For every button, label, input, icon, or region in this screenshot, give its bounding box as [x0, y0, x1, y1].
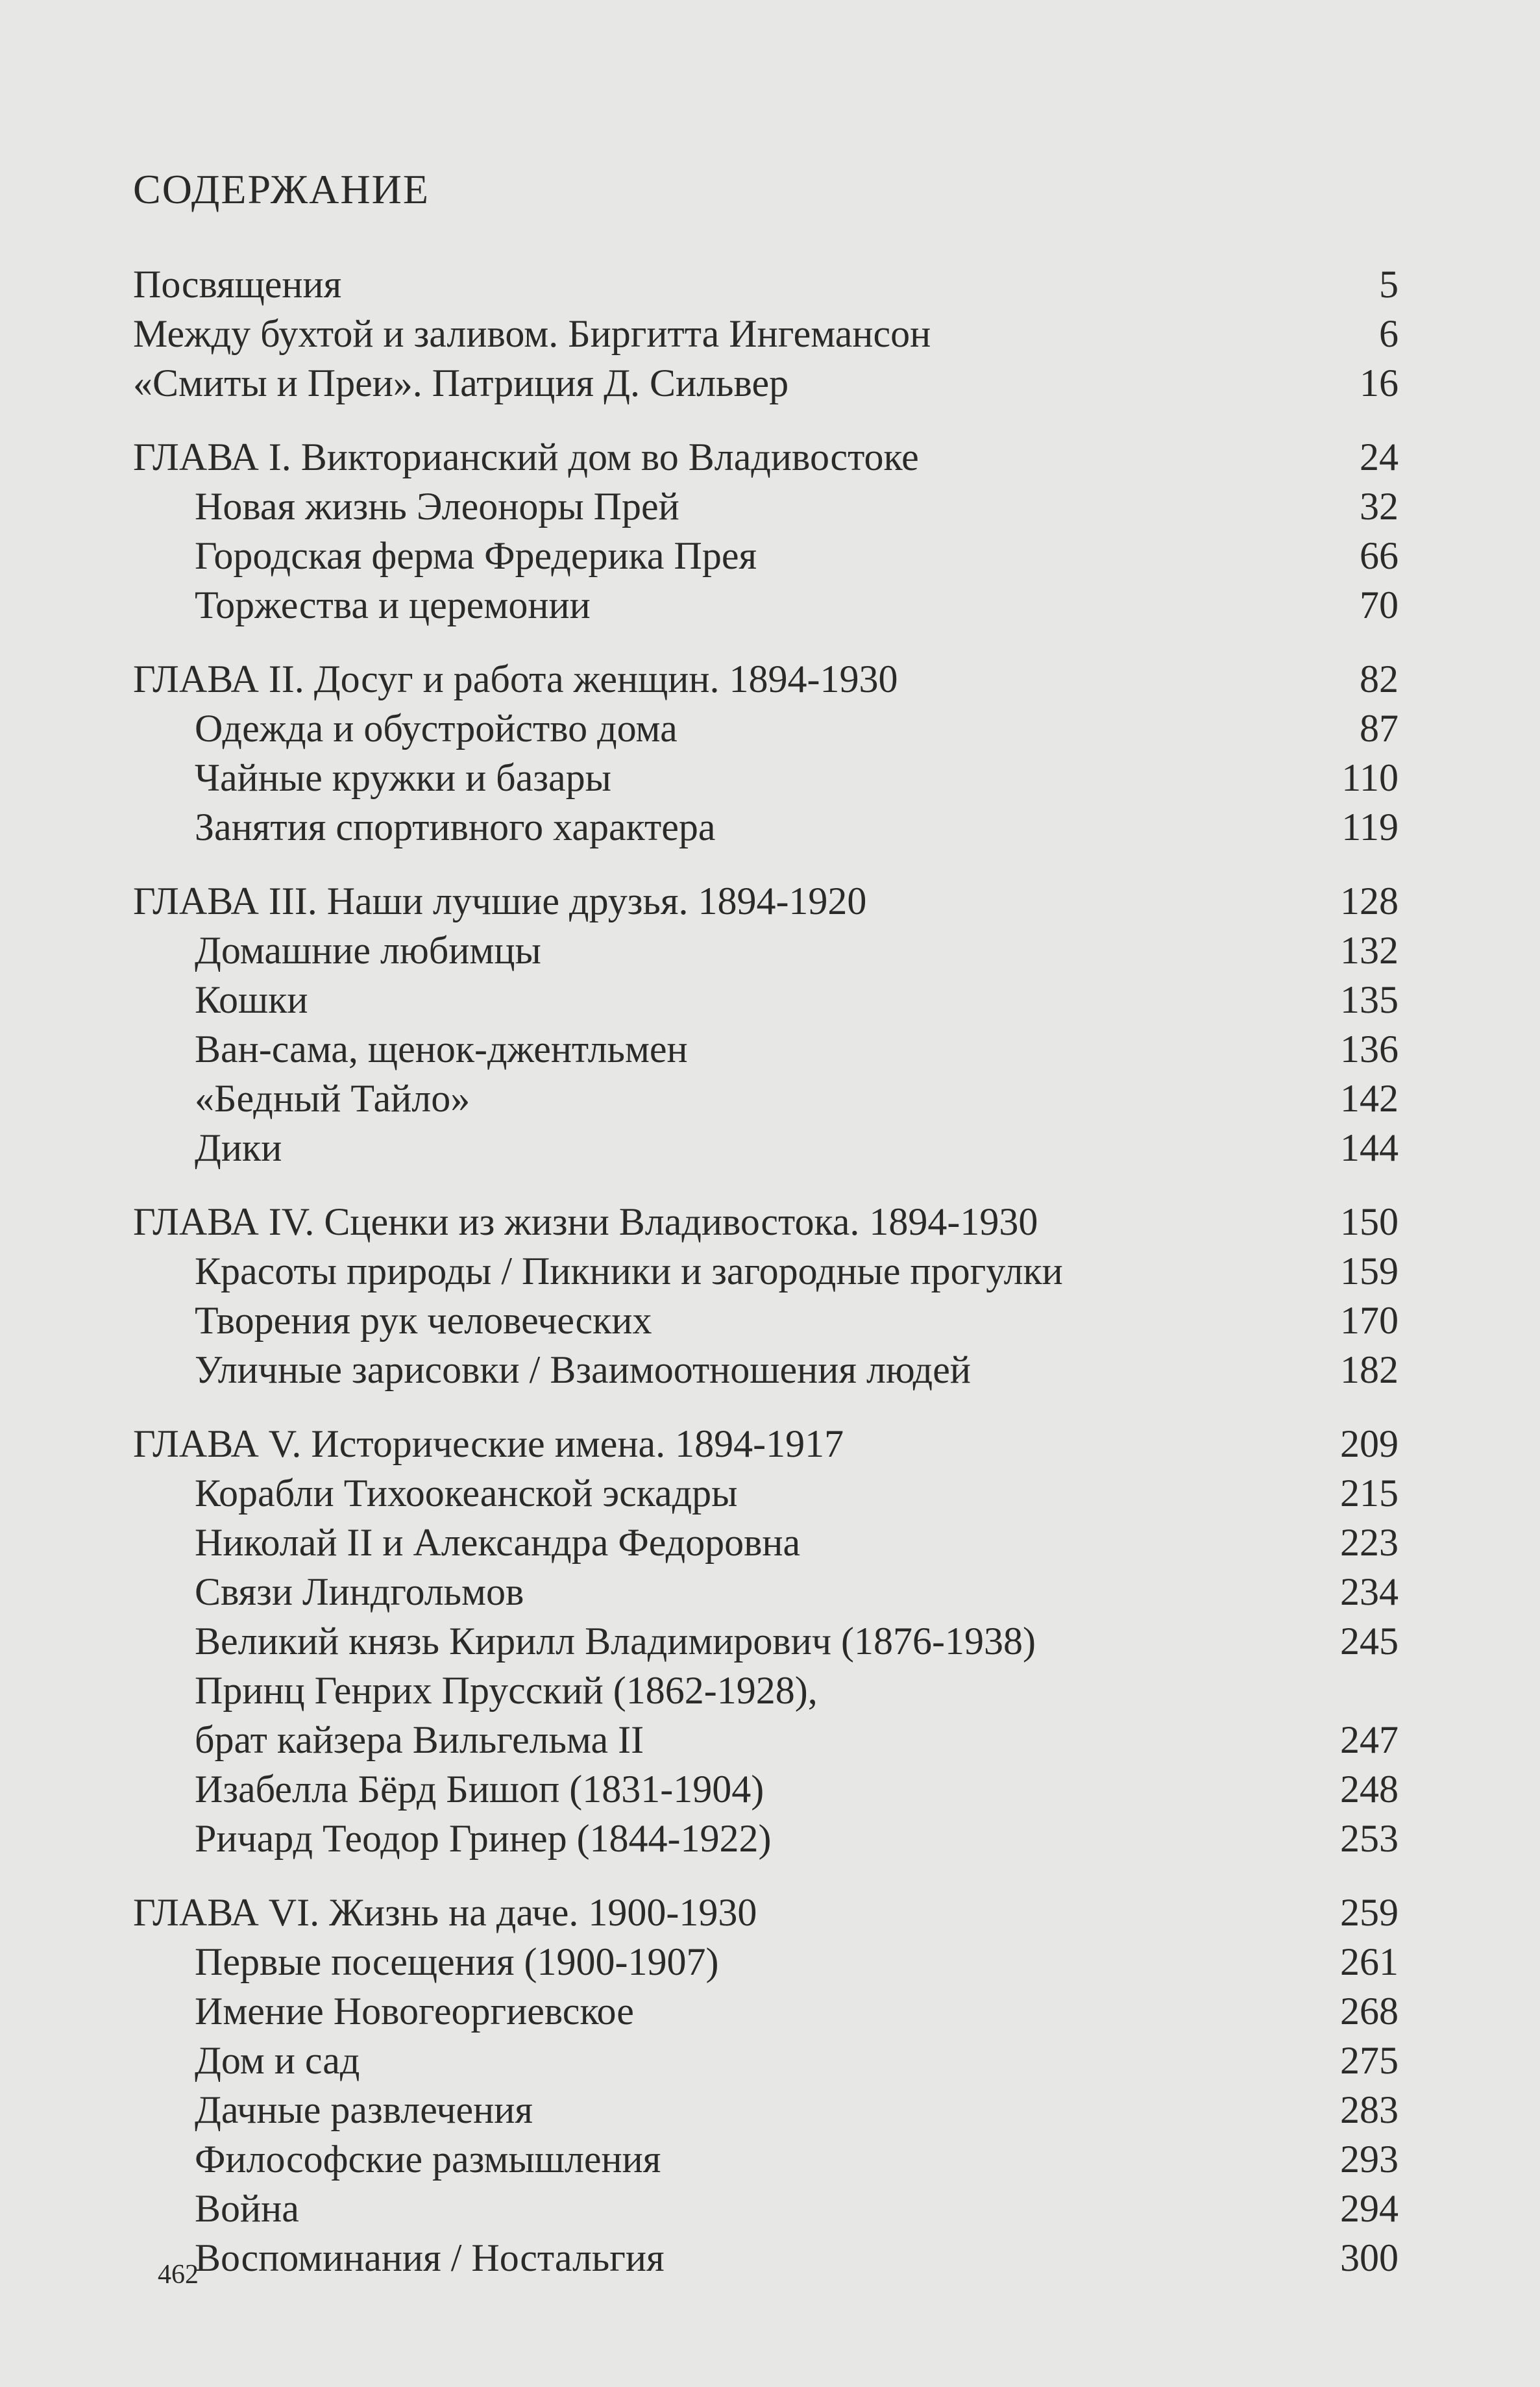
- toc-entry: [133, 2184, 1399, 2233]
- chapter-title: ГЛАВА I. Викторианский дом во Владивостоке: [133, 436, 919, 478]
- toc-entry-page: 87: [1360, 707, 1399, 750]
- toc-entry-label: Первые посещения (1900-1907): [195, 1940, 719, 1983]
- toc-entry-label: Занятия спортивного характера: [195, 806, 716, 848]
- toc-entry-page: 253: [1340, 1817, 1399, 1860]
- chapter-heading: [133, 654, 1399, 704]
- toc-entry-page: 245: [1340, 1620, 1399, 1663]
- toc-entry-label: Философские размышления: [195, 2138, 661, 2181]
- toc-entry-page: 215: [1340, 1472, 1399, 1515]
- toc-entry-page: 247: [1340, 1718, 1399, 1761]
- page-title: СОДЕРЖАНИЕ: [133, 166, 430, 212]
- toc-entry: [133, 753, 1399, 802]
- toc-entry-label: Связи Линдгольмов: [195, 1570, 524, 1613]
- toc-entry: [133, 2233, 1399, 2282]
- toc-entry: [133, 580, 1399, 630]
- chapter-page: 128: [1340, 880, 1399, 922]
- toc-entry-label: Война: [195, 2187, 299, 2230]
- toc-entry: [133, 1567, 1399, 1616]
- toc-entry: [133, 926, 1399, 975]
- toc-entry-label: брат кайзера Вильгельма II: [195, 1718, 644, 1761]
- toc-entry-label: Уличные зарисовки / Взаимоотношения людей: [195, 1348, 971, 1391]
- toc-entry-label: Великий князь Кирилл Владимирович (1876-1938): [195, 1620, 1036, 1663]
- toc-entry-label: Между бухтой и заливом. Биргитта Ингемансон: [133, 312, 931, 355]
- toc-entry-page: 119: [1341, 806, 1399, 848]
- toc-entry-label: Новая жизнь Элеоноры Прей: [195, 485, 679, 528]
- toc-entry-page: 6: [1379, 312, 1399, 355]
- page-number: 462: [158, 2260, 199, 2290]
- toc-entry: [133, 1764, 1399, 1814]
- toc-entry-label: Городская ферма Фредерика Прея: [195, 534, 757, 577]
- toc-entry-label: Воспоминания / Ностальгия: [195, 2236, 665, 2279]
- toc-entry-page: 32: [1360, 485, 1399, 528]
- toc-entry: [133, 1345, 1399, 1394]
- toc-entry-label: «Смиты и Преи». Патриция Д. Сильвер: [133, 362, 789, 404]
- toc-entry: [133, 1616, 1399, 1666]
- toc-chapter-4: [133, 1197, 1399, 1394]
- toc-entry: [133, 704, 1399, 753]
- toc-entry: [133, 1296, 1399, 1345]
- toc-entry-label: Николай II и Александра Федоровна: [195, 1521, 801, 1564]
- toc-entry: [133, 1074, 1399, 1123]
- toc-front-matter: [133, 260, 1399, 408]
- chapter-title: ГЛАВА II. Досуг и работа женщин. 1894-1930: [133, 658, 898, 700]
- toc-entry: [133, 1666, 1399, 1715]
- toc-entry-label: Ричард Теодор Гринер (1844-1922): [195, 1817, 772, 1860]
- toc-entry-page: 300: [1340, 2236, 1399, 2279]
- toc-entry-label: Чайные кружки и базары: [195, 756, 611, 799]
- toc-chapter-6: [133, 1888, 1399, 2282]
- toc-chapter-5: [133, 1419, 1399, 1863]
- toc-entry-page: 142: [1340, 1077, 1399, 1120]
- toc-entry-label: Дом и сад: [195, 2039, 360, 2082]
- toc-chapter-2: [133, 654, 1399, 852]
- toc-entry: [133, 2036, 1399, 2085]
- toc-entry: [133, 802, 1399, 852]
- chapter-title: ГЛАВА IV. Сценки из жизни Владивостока. 1894-1930: [133, 1200, 1038, 1243]
- toc-entry-page: 248: [1340, 1768, 1399, 1811]
- toc-entry-page: 223: [1340, 1521, 1399, 1564]
- toc-entry: [133, 2134, 1399, 2184]
- toc-entry: [133, 1468, 1399, 1518]
- table-of-contents: [133, 260, 1399, 2307]
- toc-entry-page: 293: [1340, 2138, 1399, 2181]
- toc-entry-page: 268: [1340, 1990, 1399, 2033]
- chapter-heading: [133, 1197, 1399, 1246]
- chapter-page: 150: [1340, 1200, 1399, 1243]
- toc-entry-page: 275: [1340, 2039, 1399, 2082]
- toc-entry: [133, 531, 1399, 580]
- toc-entry: [133, 975, 1399, 1024]
- chapter-heading: [133, 1419, 1399, 1468]
- toc-entry-page: 261: [1340, 1940, 1399, 1983]
- toc-entry-label: Красоты природы / Пикники и загородные прогулки: [195, 1250, 1063, 1292]
- chapter-page: 209: [1340, 1422, 1399, 1465]
- toc-entry-page: 294: [1340, 2187, 1399, 2230]
- toc-entry: [133, 260, 1399, 309]
- toc-entry-label: Дики: [195, 1126, 282, 1169]
- toc-entry-page: 135: [1340, 978, 1399, 1021]
- chapter-heading: [133, 1888, 1399, 1937]
- toc-entry-page: 170: [1340, 1299, 1399, 1342]
- chapter-title: ГЛАВА V. Исторические имена. 1894-1917: [133, 1422, 844, 1465]
- toc-entry: [133, 358, 1399, 408]
- toc-entry: [133, 1024, 1399, 1074]
- chapter-heading: [133, 432, 1399, 482]
- toc-chapter-3: [133, 876, 1399, 1172]
- chapter-title: ГЛАВА III. Наши лучшие друзья. 1894-1920: [133, 880, 867, 922]
- toc-entry: [133, 1518, 1399, 1567]
- toc-entry-page: 136: [1340, 1028, 1399, 1070]
- toc-entry-label: Изабелла Бёрд Бишоп (1831-1904): [195, 1768, 764, 1811]
- toc-entry-page: 182: [1340, 1348, 1399, 1391]
- toc-entry-label: Творения рук человеческих: [195, 1299, 652, 1342]
- chapter-page: 82: [1360, 658, 1399, 700]
- toc-entry-label: Имение Новогеоргиевское: [195, 1990, 634, 2033]
- toc-entry-label: Кошки: [195, 978, 308, 1021]
- toc-entry-page: 234: [1340, 1570, 1399, 1613]
- toc-entry-page: 110: [1341, 756, 1399, 799]
- toc-entry: [133, 1937, 1399, 1986]
- toc-entry: [133, 1814, 1399, 1863]
- toc-entry: [133, 1246, 1399, 1296]
- toc-chapter-1: [133, 432, 1399, 630]
- toc-entry-label: Дачные развлечения: [195, 2088, 533, 2131]
- toc-entry-label: Домашние любимцы: [195, 929, 541, 972]
- chapter-page: 24: [1360, 436, 1399, 478]
- toc-entry: [133, 309, 1399, 358]
- chapter-heading: [133, 876, 1399, 926]
- toc-entry-page: 5: [1379, 263, 1399, 306]
- chapter-page: 259: [1340, 1891, 1399, 1934]
- toc-entry: [133, 1986, 1399, 2036]
- chapter-title: ГЛАВА VI. Жизнь на даче. 1900-1930: [133, 1891, 757, 1934]
- toc-entry-page: 283: [1340, 2088, 1399, 2131]
- toc-entry-page: 144: [1340, 1126, 1399, 1169]
- toc-entry-page: 159: [1340, 1250, 1399, 1292]
- toc-entry-page: 70: [1360, 584, 1399, 626]
- toc-entry-label: Ван-сама, щенок-джентльмен: [195, 1028, 688, 1070]
- toc-entry-label: Корабли Тихоокеанской эскадры: [195, 1472, 738, 1515]
- toc-entry-page: 66: [1360, 534, 1399, 577]
- toc-entry: [133, 1715, 1399, 1764]
- toc-entry-label: Принц Генрих Прусский (1862-1928),: [195, 1669, 818, 1712]
- toc-entry: [133, 2085, 1399, 2134]
- toc-entry-label: Торжества и церемонии: [195, 584, 591, 626]
- toc-entry-label: «Бедный Тайло»: [195, 1077, 471, 1120]
- toc-entry: [133, 482, 1399, 531]
- toc-entry: [133, 1123, 1399, 1172]
- toc-entry-label: Одежда и обустройство дома: [195, 707, 678, 750]
- toc-entry-page: 16: [1360, 362, 1399, 404]
- toc-entry-label: Посвящения: [133, 263, 342, 306]
- toc-entry-page: 132: [1340, 929, 1399, 972]
